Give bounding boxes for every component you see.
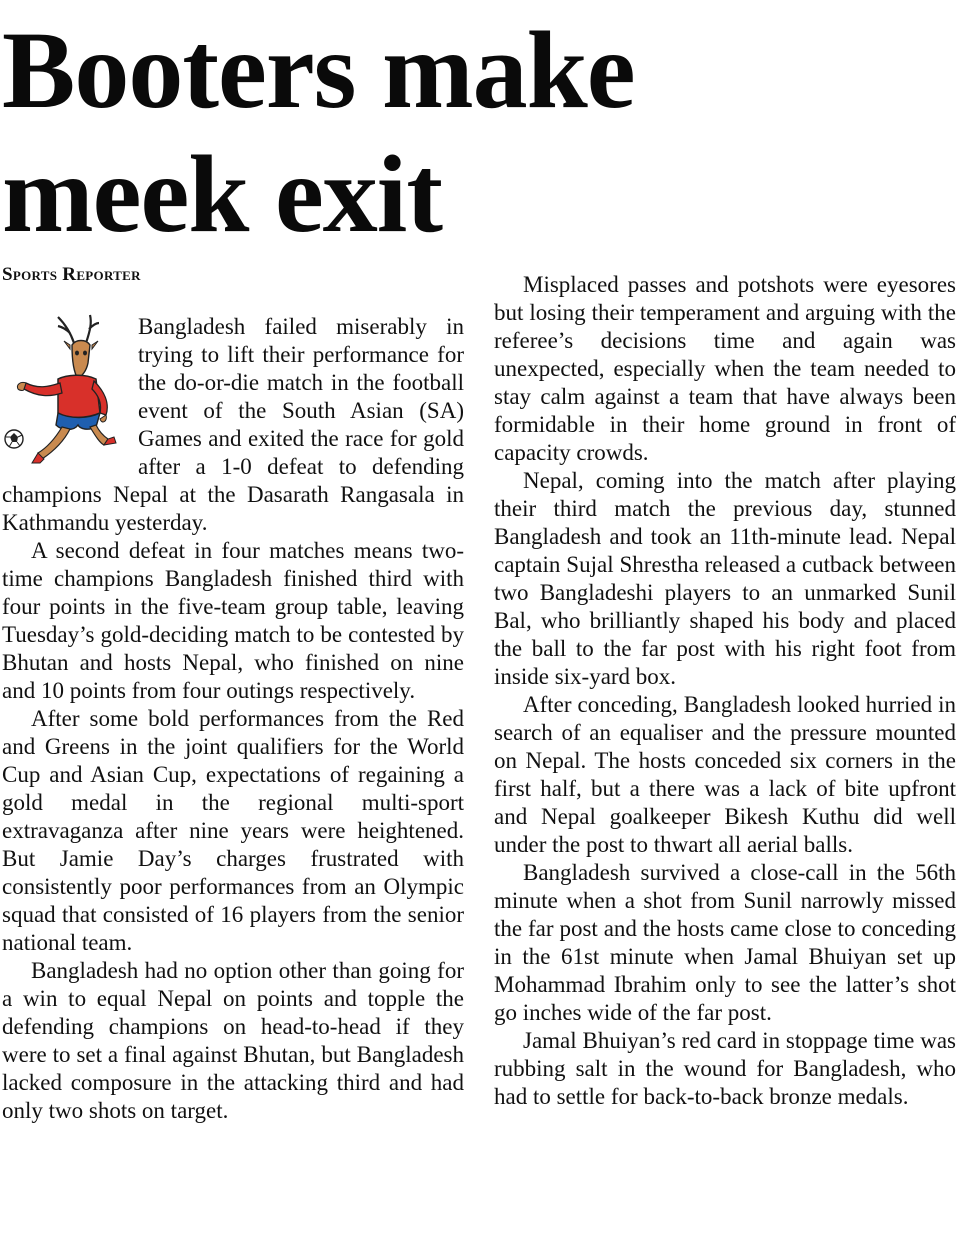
headline: Booters make meek exit xyxy=(2,9,635,255)
paragraph: Misplaced passes and potshots were eyesores but losing their temperament and arguing with the referee’s decisions time and again was unexpected, especially when the team needed to stay calm against a team that have always been formidable in their home ground in front of capacity crowds. xyxy=(494,272,956,465)
paragraph: Nepal, coming into the match after playing their third match the previous day, stunned Bangladesh and took an 11th-minute lead. Nepal captain Sujal Shrestha released a cutback between two Bangladeshi players to an unmarked Sunil Bal, who brilliantly shaped his body and placed the ball to the far post with his right foot from inside six-yard box. xyxy=(494,468,956,689)
football-icon xyxy=(5,430,23,448)
paragraph: A second defeat in four matches means two-time champions Bangladesh finished third with four points in the five-team group table, leaving Tuesday’s gold-deciding match to be contested by Bhutan and hosts Nepal, who finished on nine and 10 points from four outings respectively. xyxy=(2,538,464,703)
paragraph: After some bold performances from the Red and Greens in the joint qualifiers for the World Cup and Asian Cup, expectations of regaining a gold medal in the regional multi-sport extravaganza after nine years were heightened. But Jamie Day’s charges frustrated with consistently poor performances from an Olympic squad that consisted of 16 players from the senior national team. xyxy=(2,706,464,955)
paragraph: Bangladesh survived a close-call in the 56th minute when a shot from Sunil narrowly missed the far post and the hosts came close to conceding in the 61st minute when Jamal Bhuiyan set up Mohammad Ibrahim only to see the latter’s shot go inches wide of the far post. xyxy=(494,860,956,1025)
article-column-right xyxy=(494,271,956,1111)
paragraph: Bangladesh had no option other than going for a win to equal Nepal on points and topple the defending champions on head-to-head if they were to set a final against Bhutan, but Bangladesh lacked composure in the attacking third and had only two shots on target. xyxy=(2,958,464,1123)
byline: Sports Reporter xyxy=(2,264,141,285)
article-column-left xyxy=(2,313,464,1125)
paragraph: Bangladesh failed miserably in trying to lift their performance for the do-or-die match in the football event of the South Asian (SA) Games and exited the race for gold after a 1-0 defeat to defending champions Nepal at the Dasarath Rangasala in Kathmandu yesterday. xyxy=(2,314,464,535)
deer-footballer-illustration xyxy=(0,313,134,467)
paragraph: After conceding, Bangladesh looked hurried in search of an equaliser and the pressure mounted on Nepal. The hosts conceded six corners in the first half, but a there was a lack of bite upfront and Nepal goalkeeper Bikesh Kuthu did well under the post to thwart all aerial balls. xyxy=(494,692,956,857)
paragraph: Jamal Bhuiyan’s red card in stoppage time was rubbing salt in the wound for Bangladesh, who had to settle for back-to-back bronze medals. xyxy=(494,1028,956,1109)
